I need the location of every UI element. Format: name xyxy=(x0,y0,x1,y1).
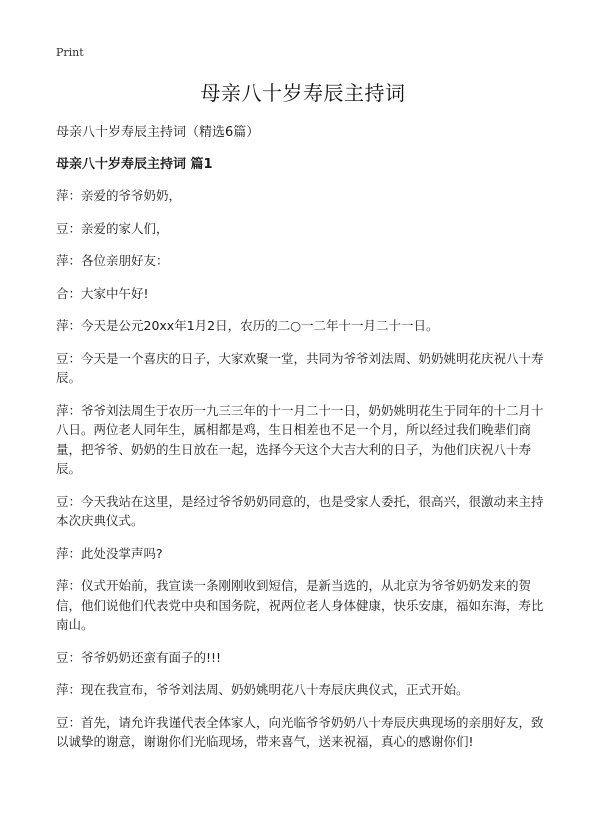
paragraph: 萍：今天是公元20xx年1月2日，农历的二○一二年十一月二十一日。 xyxy=(56,318,439,333)
paragraph: 合：大家中午好! xyxy=(56,285,149,301)
paragraph: 萍：各位亲朋好友： xyxy=(56,253,169,268)
paragraph: 萍：亲爱的爷爷奶奶， xyxy=(56,188,182,203)
section-heading: 母亲八十岁寿辰主持词 篇1 xyxy=(56,157,213,172)
paragraph: 豆：亲爱的家人们， xyxy=(56,220,169,236)
paragraph: 豆：今天我站在这里，是经过爷爷奶奶同意的，也是受家人委托，很高兴，很激动来主持本次庆典仪式。 xyxy=(56,493,544,528)
paragraph: 萍：现在我宣布，爷爷刘法周、奶奶姚明花八十寿辰庆典仪式，正式开始。 xyxy=(56,682,469,697)
print-label: Print xyxy=(56,46,84,59)
paragraph: 豆：爷爷奶奶还蛮有面子的!!! xyxy=(56,649,222,665)
paragraph: 萍：爷爷刘法周生于农历一九三三年的十一月二十一日，奶奶姚明花生于同年的十二月十八日。两位老人同年生，属相都是鸡，生日相差也不足一个月，所以经过我们晚辈们商量，把爷爷、奶奶的生日放在一起，选择今天这个大吉大利的日子，为他们庆祝八十寿辰。 xyxy=(56,402,544,476)
document-title: 母亲八十岁寿辰主持词 xyxy=(200,81,406,105)
paragraph-list xyxy=(56,186,550,752)
paragraph: 萍：此处没掌声吗? xyxy=(56,545,163,561)
document-subtitle: 母亲八十岁寿辰主持词（精选6篇） xyxy=(56,125,260,140)
paragraph: 豆：首先，请允许我谨代表全体家人，向光临爷爷奶奶八十寿辰庆典现场的亲朋好友，致以诚挚的谢意，谢谢你们光临现场，带来喜气，送来祝福，真心的感谢你们! xyxy=(56,714,544,749)
paragraph: 萍：仪式开始前，我宣读一条刚刚收到短信，是新当选的，从北京为爷爷奶奶发来的贺信，他们说他们代表党中央和国务院，祝两位老人身体健康，快乐安康，福如东海，寿比南山。 xyxy=(56,578,544,632)
paragraph: 豆：今天是一个喜庆的日子，大家欢聚一堂，共同为爷爷刘法周、奶奶姚明花庆祝八十寿辰。 xyxy=(56,350,544,385)
